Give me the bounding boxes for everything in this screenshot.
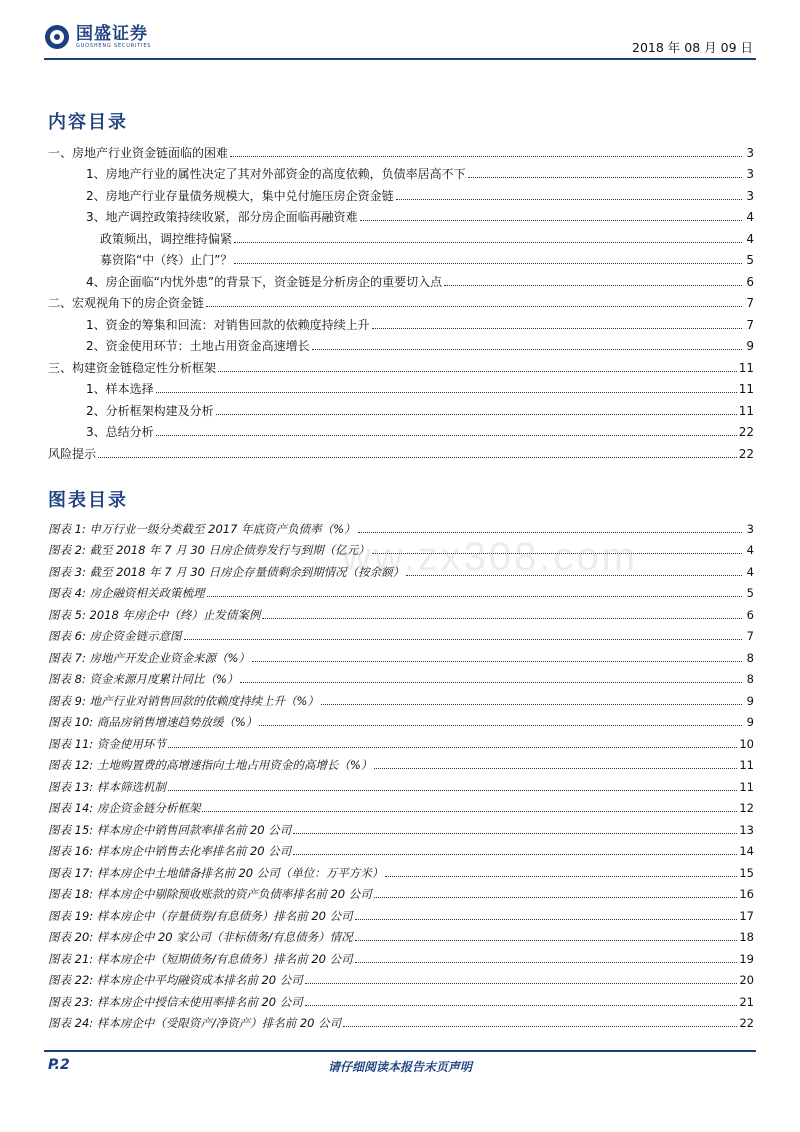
- dot-leader: [184, 639, 742, 640]
- company-name-cn: 国盛证券: [76, 23, 148, 44]
- toc-entry-page: 5: [746, 253, 754, 267]
- figure-entry-text: 图表 24: 样本房企中（受限资产/净资产）排名前 20 公司: [48, 1016, 342, 1030]
- figure-entry-text: 图表 8: 资金来源月度累计同比（%）: [48, 672, 239, 686]
- dot-leader: [216, 414, 737, 415]
- figure-entry-text: 图表 15: 样本房企中销售回款率排名前 20 公司: [48, 822, 292, 837]
- toc-entry[interactable]: [48, 378, 754, 400]
- toc-entry[interactable]: [48, 184, 754, 206]
- dot-leader: [355, 962, 738, 963]
- toc-entry-text: 1、房地产行业的属性决定了其对外部资金的高度依赖，负债率居高不下: [86, 167, 466, 181]
- toc-entry[interactable]: [48, 227, 754, 249]
- figure-index: [48, 517, 754, 1033]
- dot-leader: [218, 371, 737, 372]
- toc-entry-text: 一、房地产行业资金链面临的困难: [48, 145, 229, 160]
- figure-entry-text: 图表 7: 房地产开发企业资金来源（%）: [48, 650, 250, 665]
- dot-leader: [468, 177, 742, 178]
- dot-leader: [374, 768, 737, 769]
- figure-entry-page: 7: [746, 629, 754, 643]
- figure-entry-page: 11: [739, 758, 754, 772]
- figure-entry[interactable]: [48, 668, 754, 690]
- figure-entry-text: 图表 6: 房企资金链示意图: [48, 629, 182, 643]
- dot-leader: [234, 242, 742, 243]
- toc-entry[interactable]: [48, 292, 754, 314]
- toc-entry-page: 4: [746, 231, 754, 246]
- toc-entry-page: 6: [746, 274, 754, 289]
- toc-entry-page: 11: [738, 382, 754, 396]
- header-divider: [44, 58, 756, 60]
- figure-entry[interactable]: [48, 883, 754, 905]
- guosheng-logo-icon: [44, 24, 70, 50]
- dot-leader: [321, 704, 742, 705]
- dot-leader: [293, 833, 737, 834]
- figure-entry[interactable]: [48, 775, 754, 797]
- figure-entry-page: 11: [739, 779, 754, 794]
- toc-entry-page: 3: [746, 188, 754, 203]
- figure-entry-page: 4: [746, 543, 754, 557]
- figure-entry[interactable]: [48, 861, 754, 883]
- figure-entry-text: 图表 14: 房企资金链分析框架: [48, 801, 201, 815]
- dot-leader: [156, 435, 737, 436]
- toc-entry[interactable]: [48, 313, 754, 335]
- figure-entry[interactable]: [48, 646, 754, 668]
- figure-entry[interactable]: [48, 754, 754, 776]
- dot-leader: [98, 457, 737, 458]
- figure-entry[interactable]: [48, 926, 754, 948]
- dot-leader: [207, 596, 742, 597]
- toc-entry-page: 9: [746, 339, 754, 353]
- dot-leader: [240, 682, 742, 683]
- figure-entry-text: 图表 13: 样本筛选机制: [48, 779, 166, 794]
- figure-entry-text: 图表 9: 地产行业对销售回款的依赖度持续上升（%）: [48, 693, 319, 708]
- figure-entry-page: 21: [739, 994, 754, 1009]
- dot-leader: [202, 811, 737, 812]
- table-of-contents: [48, 141, 754, 464]
- toc-entry-page: 7: [746, 317, 754, 332]
- dot-leader: [206, 306, 742, 307]
- figure-entry-text: 图表 12: 土地购置费的高增速指向土地占用资金的高增长（%）: [48, 758, 373, 772]
- figure-entry[interactable]: [48, 947, 754, 969]
- toc-entry-text: 2、分析框架构建及分析: [86, 403, 214, 418]
- toc-entry[interactable]: [48, 442, 754, 464]
- figure-entry[interactable]: [48, 603, 754, 625]
- figure-entry-page: 8: [746, 650, 754, 665]
- company-logo: [44, 24, 151, 50]
- page-number: P.2: [48, 1057, 70, 1073]
- figure-entry-text: 图表 18: 样本房企中剔除预收账款的资产负债率排名前 20 公司: [48, 887, 372, 901]
- toc-entry[interactable]: [48, 270, 754, 292]
- figure-entry-text: 图表 4: 房企融资相关政策梳理: [48, 586, 205, 600]
- figure-entry-page: 19: [739, 951, 754, 966]
- toc-entry-page: 22: [738, 425, 754, 439]
- toc-entry-text: 4、房企面临“内忧外患”的背景下，资金链是分析房企的重要切入点: [86, 274, 443, 289]
- toc-title: 内容目录: [48, 112, 128, 133]
- dot-leader: [262, 618, 742, 619]
- figure-entry-text: 图表 23: 样本房企中授信未使用率排名前 20 公司: [48, 994, 303, 1009]
- dot-leader: [312, 349, 742, 350]
- figure-entry-text: 图表 19: 样本房企中（存量债券/有息债务）排名前 20 公司: [48, 908, 353, 923]
- figure-entry[interactable]: [48, 797, 754, 819]
- figure-entry-text: 图表 1: 申万行业一级分类截至 2017 年底资产负债率（%）: [48, 521, 356, 536]
- dot-leader: [305, 983, 738, 984]
- figure-entry-page: 14: [739, 844, 754, 858]
- dot-leader: [355, 919, 738, 920]
- figure-entry-text: 图表 5: 2018 年房企中（终）止发债案例: [48, 607, 261, 622]
- figure-entry-page: 10: [739, 736, 754, 751]
- figure-entry[interactable]: [48, 711, 754, 733]
- dot-leader: [360, 220, 742, 221]
- toc-entry-text: 募资陷“中（终）止门”？: [100, 253, 233, 267]
- dot-leader: [252, 661, 742, 662]
- dot-leader: [168, 747, 738, 748]
- toc-entry-page: 11: [738, 360, 754, 375]
- dot-leader: [385, 876, 737, 877]
- toc-entry-page: 3: [746, 167, 754, 181]
- dot-leader: [444, 285, 742, 286]
- figure-entry-page: 9: [746, 693, 754, 708]
- figure-entry-text: 图表 17: 样本房企中土地储备排名前 20 公司（单位：万平方米）: [48, 865, 384, 880]
- watermark: ww.zx308.com: [342, 535, 639, 579]
- figure-entry-page: 9: [746, 715, 754, 729]
- page-header: [0, 0, 800, 62]
- figure-entry-page: 18: [739, 930, 754, 944]
- toc-entry[interactable]: [48, 163, 754, 185]
- figures-title: 图表目录: [48, 490, 128, 511]
- footer-divider: [44, 1050, 756, 1052]
- dot-leader: [156, 392, 737, 393]
- dot-leader: [355, 940, 738, 941]
- figure-entry-page: 5: [746, 586, 754, 600]
- figure-entry-page: 15: [739, 865, 754, 880]
- figure-entry[interactable]: [48, 990, 754, 1012]
- figure-entry-text: 图表 2: 截至 2018 年 7 月 30 日房企债券发行与到期（亿元）: [48, 543, 370, 557]
- toc-entry-text: 2、房地产行业存量债务规模大，集中兑付施压房企资金链: [86, 188, 394, 203]
- figure-entry-page: 8: [746, 672, 754, 686]
- figure-entry-text: 图表 10: 商品房销售增速趋势放缓（%）: [48, 715, 258, 729]
- toc-entry[interactable]: [48, 421, 754, 443]
- dot-leader: [168, 790, 738, 791]
- figure-entry[interactable]: [48, 840, 754, 862]
- toc-entry-page: 11: [738, 403, 754, 418]
- figure-entry-text: 图表 11: 资金使用环节: [48, 736, 166, 751]
- toc-entry[interactable]: [48, 335, 754, 357]
- dot-leader: [396, 199, 742, 200]
- dot-leader: [293, 854, 737, 855]
- dot-leader: [358, 532, 742, 533]
- dot-leader: [374, 897, 738, 898]
- figure-entry[interactable]: [48, 732, 754, 754]
- figure-entry-page: 12: [739, 801, 754, 815]
- toc-entry[interactable]: [48, 249, 754, 271]
- figure-entry[interactable]: [48, 625, 754, 647]
- figure-entry-text: 图表 16: 样本房企中销售去化率排名前 20 公司: [48, 844, 292, 858]
- toc-entry-text: 3、总结分析: [86, 425, 154, 439]
- figure-entry-page: 16: [739, 887, 754, 901]
- toc-entry-text: 风险提示: [48, 446, 97, 461]
- footer-disclaimer: 请仔细阅读本报告末页声明: [327, 1060, 472, 1074]
- toc-entry[interactable]: [48, 141, 754, 163]
- toc-entry-text: 三、构建资金链稳定性分析框架: [48, 360, 217, 375]
- toc-entry-text: 1、资金的筹集和回流：对销售回款的依赖度持续上升: [86, 317, 370, 332]
- figure-entry[interactable]: [48, 904, 754, 926]
- toc-entry-page: 7: [746, 296, 754, 310]
- toc-entry-text: 2、资金使用环节：土地占用资金高速增长: [86, 339, 310, 353]
- figure-entry-text: 图表 20: 样本房企中 20 家公司（非标债务/有息债务）情况: [48, 930, 353, 944]
- dot-leader: [259, 725, 742, 726]
- toc-entry-text: 3、地产调控政策持续收紧，部分房企面临再融资难: [86, 210, 358, 224]
- dot-leader: [230, 156, 742, 157]
- figure-entry-page: 3: [746, 521, 754, 536]
- company-name-en: GUOSHENG SECURITIES: [76, 42, 152, 49]
- toc-entry[interactable]: [48, 399, 754, 421]
- figure-entry-text: 图表 21: 样本房企中（短期债务/有息债务）排名前 20 公司: [48, 951, 353, 966]
- figure-entry-page: 4: [746, 564, 754, 579]
- figure-entry-page: 20: [739, 973, 754, 987]
- figure-entry-page: 13: [739, 822, 754, 837]
- dot-leader: [234, 263, 742, 264]
- toc-entry-page: 3: [746, 145, 754, 160]
- figure-entry[interactable]: [48, 582, 754, 604]
- figure-entry-text: 图表 22: 样本房企中平均融资成本排名前 20 公司: [48, 973, 303, 987]
- toc-entry-text: 政策频出，调控维持偏紧: [100, 231, 233, 246]
- toc-entry[interactable]: [48, 206, 754, 228]
- figure-entry-text: 图表 3: 截至 2018 年 7 月 30 日房企存量债剩余到期情况（按余额）: [48, 564, 405, 579]
- figure-entry[interactable]: [48, 689, 754, 711]
- figure-entry-page: 6: [746, 607, 754, 622]
- toc-entry-text: 1、样本选择: [86, 382, 154, 396]
- dot-leader: [372, 328, 742, 329]
- toc-entry-text: 二、宏观视角下的房企资金链: [48, 296, 205, 310]
- toc-entry-page: 22: [738, 446, 754, 461]
- dot-leader: [305, 1005, 738, 1006]
- figure-entry[interactable]: [48, 1012, 754, 1034]
- toc-entry-page: 4: [746, 210, 754, 224]
- figure-entry[interactable]: [48, 818, 754, 840]
- figure-entry-page: 22: [739, 1016, 754, 1030]
- dot-leader: [343, 1026, 737, 1027]
- toc-entry[interactable]: [48, 356, 754, 378]
- figure-entry[interactable]: [48, 969, 754, 991]
- figure-entry-page: 17: [739, 908, 754, 923]
- report-date: 2018 年 08 月 09 日: [632, 40, 753, 55]
